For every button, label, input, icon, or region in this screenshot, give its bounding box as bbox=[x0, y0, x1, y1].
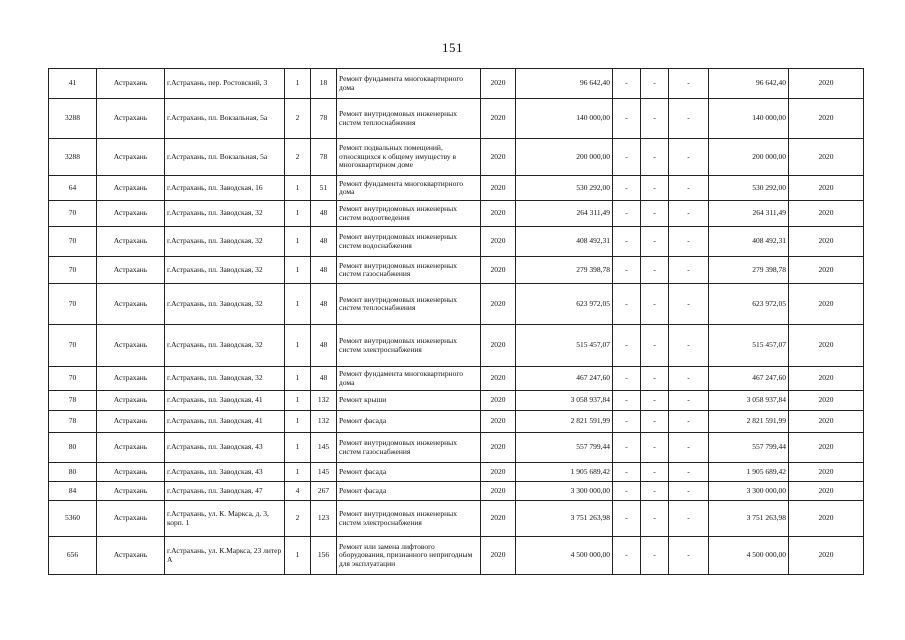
cell-address: г.Астрахань, пл. Заводская, 41 bbox=[165, 411, 285, 433]
cell-number: 80 bbox=[49, 433, 97, 463]
cell-work-type: Ремонт внутридомовых инженерных систем газоснабжения bbox=[337, 433, 481, 463]
page-number: 151 bbox=[442, 40, 463, 55]
cell-number: 70 bbox=[49, 227, 97, 257]
cell-work-type: Ремонт фасада bbox=[337, 411, 481, 433]
table-row bbox=[49, 201, 864, 227]
cell-dash: - bbox=[669, 537, 709, 575]
cell-dash: - bbox=[641, 325, 669, 367]
cell-apartments: 267 bbox=[311, 482, 337, 501]
cell-cost: 2 821 591,99 bbox=[516, 411, 613, 433]
cell-municipality: Астрахань bbox=[97, 99, 165, 139]
cell-dash: - bbox=[641, 433, 669, 463]
cell-work-type: Ремонт или замена лифтового оборудования, признанного непригодным для эксплуатации bbox=[337, 537, 481, 575]
cell-year: 2020 bbox=[481, 139, 516, 176]
cell-completion-year: 2020 bbox=[789, 176, 864, 201]
cell-apartments: 132 bbox=[311, 391, 337, 411]
cell-completion-year: 2020 bbox=[789, 482, 864, 501]
cell-dash: - bbox=[613, 176, 641, 201]
cell-cost: 530 292,00 bbox=[516, 176, 613, 201]
cell-completion-year: 2020 bbox=[789, 227, 864, 257]
cell-floors: 1 bbox=[285, 69, 311, 99]
cell-year: 2020 bbox=[481, 325, 516, 367]
cell-address: г.Астрахань, пл. Заводская, 32 bbox=[165, 325, 285, 367]
cell-total: 1 905 689,42 bbox=[709, 463, 789, 482]
cell-floors: 1 bbox=[285, 537, 311, 575]
cell-municipality: Астрахань bbox=[97, 325, 165, 367]
cell-number: 5360 bbox=[49, 501, 97, 537]
cell-dash: - bbox=[669, 139, 709, 176]
cell-dash: - bbox=[613, 391, 641, 411]
cell-cost: 264 311,49 bbox=[516, 201, 613, 227]
cell-apartments: 145 bbox=[311, 463, 337, 482]
table-body bbox=[49, 69, 864, 575]
cell-floors: 1 bbox=[285, 257, 311, 284]
cell-total: 530 292,00 bbox=[709, 176, 789, 201]
cell-year: 2020 bbox=[481, 284, 516, 325]
cell-dash: - bbox=[641, 284, 669, 325]
cell-number: 70 bbox=[49, 284, 97, 325]
cell-floors: 1 bbox=[285, 176, 311, 201]
cell-address: г.Астрахань, пл. Заводская, 43 bbox=[165, 463, 285, 482]
cell-apartments: 48 bbox=[311, 201, 337, 227]
cell-address: г.Астрахань, ул. К.Маркса, 23 литер А bbox=[165, 537, 285, 575]
table-row bbox=[49, 69, 864, 99]
cell-apartments: 123 bbox=[311, 501, 337, 537]
cell-work-type: Ремонт внутридомовых инженерных систем водоснабжения bbox=[337, 227, 481, 257]
cell-municipality: Астрахань bbox=[97, 367, 165, 391]
cell-dash: - bbox=[613, 139, 641, 176]
cell-dash: - bbox=[669, 433, 709, 463]
table-row bbox=[49, 501, 864, 537]
cell-address: г.Астрахань, пер. Ростовский, 3 bbox=[165, 69, 285, 99]
cell-address: г.Астрахань, пл. Заводская, 41 bbox=[165, 391, 285, 411]
cell-work-type: Ремонт внутридомовых инженерных систем теплоснабжения bbox=[337, 99, 481, 139]
cell-total: 279 398,78 bbox=[709, 257, 789, 284]
cell-cost: 200 000,00 bbox=[516, 139, 613, 176]
table-row bbox=[49, 227, 864, 257]
cell-address: г.Астрахань, пл. Вокзальная, 5а bbox=[165, 139, 285, 176]
cell-dash: - bbox=[613, 463, 641, 482]
cell-apartments: 18 bbox=[311, 69, 337, 99]
cell-address: г.Астрахань, пл. Заводская, 32 bbox=[165, 257, 285, 284]
cell-municipality: Астрахань bbox=[97, 537, 165, 575]
cell-work-type: Ремонт фасада bbox=[337, 463, 481, 482]
cell-cost: 515 457,07 bbox=[516, 325, 613, 367]
table-row bbox=[49, 537, 864, 575]
cell-floors: 2 bbox=[285, 99, 311, 139]
cell-dash: - bbox=[613, 367, 641, 391]
cell-year: 2020 bbox=[481, 257, 516, 284]
cell-dash: - bbox=[613, 411, 641, 433]
cell-completion-year: 2020 bbox=[789, 284, 864, 325]
cell-number: 656 bbox=[49, 537, 97, 575]
cell-number: 70 bbox=[49, 201, 97, 227]
cell-work-type: Ремонт внутридомовых инженерных систем газоснабжения bbox=[337, 257, 481, 284]
cell-number: 41 bbox=[49, 69, 97, 99]
cell-cost: 557 799,44 bbox=[516, 433, 613, 463]
cell-total: 264 311,49 bbox=[709, 201, 789, 227]
cell-total: 3 300 000,00 bbox=[709, 482, 789, 501]
cell-total: 96 642,40 bbox=[709, 69, 789, 99]
table-row bbox=[49, 257, 864, 284]
cell-apartments: 156 bbox=[311, 537, 337, 575]
cell-dash: - bbox=[641, 69, 669, 99]
cell-year: 2020 bbox=[481, 69, 516, 99]
cell-work-type: Ремонт крыши bbox=[337, 391, 481, 411]
cell-cost: 3 751 263,98 bbox=[516, 501, 613, 537]
cell-cost: 623 972,05 bbox=[516, 284, 613, 325]
cell-number: 64 bbox=[49, 176, 97, 201]
cell-completion-year: 2020 bbox=[789, 201, 864, 227]
cell-dash: - bbox=[669, 463, 709, 482]
cell-work-type: Ремонт внутридомовых инженерных систем теплоснабжения bbox=[337, 284, 481, 325]
cell-dash: - bbox=[641, 99, 669, 139]
cell-work-type: Ремонт фасада bbox=[337, 482, 481, 501]
cell-address: г.Астрахань, пл. Заводская, 43 bbox=[165, 433, 285, 463]
cell-work-type: Ремонт подвальных помещений, относящихся к общему имуществу в многоквартирном доме bbox=[337, 139, 481, 176]
cell-total: 3 058 937,84 bbox=[709, 391, 789, 411]
cell-municipality: Астрахань bbox=[97, 391, 165, 411]
cell-floors: 2 bbox=[285, 139, 311, 176]
cell-cost: 408 492,31 bbox=[516, 227, 613, 257]
cell-dash: - bbox=[669, 367, 709, 391]
cell-total: 2 821 591,99 bbox=[709, 411, 789, 433]
cell-municipality: Астрахань bbox=[97, 284, 165, 325]
cell-year: 2020 bbox=[481, 411, 516, 433]
cell-dash: - bbox=[641, 482, 669, 501]
cell-number: 84 bbox=[49, 482, 97, 501]
cell-dash: - bbox=[669, 325, 709, 367]
cell-completion-year: 2020 bbox=[789, 69, 864, 99]
cell-work-type: Ремонт фундамента многоквартирного дома bbox=[337, 69, 481, 99]
cell-dash: - bbox=[613, 284, 641, 325]
cell-total: 3 751 263,98 bbox=[709, 501, 789, 537]
cell-dash: - bbox=[641, 391, 669, 411]
cell-number: 80 bbox=[49, 463, 97, 482]
cell-number: 3288 bbox=[49, 139, 97, 176]
cell-dash: - bbox=[641, 537, 669, 575]
cell-floors: 1 bbox=[285, 411, 311, 433]
cell-total: 467 247,60 bbox=[709, 367, 789, 391]
cell-apartments: 48 bbox=[311, 257, 337, 284]
table-row bbox=[49, 433, 864, 463]
cell-floors: 1 bbox=[285, 227, 311, 257]
table-row bbox=[49, 391, 864, 411]
cell-dash: - bbox=[613, 433, 641, 463]
cell-dash: - bbox=[641, 367, 669, 391]
cell-dash: - bbox=[613, 482, 641, 501]
cell-completion-year: 2020 bbox=[789, 433, 864, 463]
cell-municipality: Астрахань bbox=[97, 501, 165, 537]
cell-municipality: Астрахань bbox=[97, 227, 165, 257]
cell-cost: 1 905 689,42 bbox=[516, 463, 613, 482]
cell-cost: 279 398,78 bbox=[516, 257, 613, 284]
cell-completion-year: 2020 bbox=[789, 325, 864, 367]
cell-floors: 1 bbox=[285, 463, 311, 482]
cell-dash: - bbox=[641, 501, 669, 537]
cell-dash: - bbox=[669, 227, 709, 257]
table-row bbox=[49, 325, 864, 367]
cell-apartments: 48 bbox=[311, 325, 337, 367]
cell-year: 2020 bbox=[481, 391, 516, 411]
repair-register-table bbox=[48, 68, 864, 575]
cell-completion-year: 2020 bbox=[789, 411, 864, 433]
cell-apartments: 78 bbox=[311, 139, 337, 176]
cell-completion-year: 2020 bbox=[789, 391, 864, 411]
cell-municipality: Астрахань bbox=[97, 139, 165, 176]
cell-dash: - bbox=[641, 176, 669, 201]
cell-dash: - bbox=[669, 391, 709, 411]
cell-total: 408 492,31 bbox=[709, 227, 789, 257]
cell-dash: - bbox=[641, 139, 669, 176]
table-row bbox=[49, 411, 864, 433]
cell-year: 2020 bbox=[481, 482, 516, 501]
cell-dash: - bbox=[641, 463, 669, 482]
cell-apartments: 48 bbox=[311, 227, 337, 257]
cell-number: 78 bbox=[49, 411, 97, 433]
cell-completion-year: 2020 bbox=[789, 139, 864, 176]
cell-cost: 3 300 000,00 bbox=[516, 482, 613, 501]
cell-dash: - bbox=[613, 69, 641, 99]
cell-municipality: Астрахань bbox=[97, 257, 165, 284]
cell-dash: - bbox=[613, 227, 641, 257]
cell-dash: - bbox=[613, 99, 641, 139]
table-row bbox=[49, 367, 864, 391]
cell-floors: 4 bbox=[285, 482, 311, 501]
cell-address: г.Астрахань, пл. Заводская, 32 bbox=[165, 367, 285, 391]
cell-floors: 2 bbox=[285, 501, 311, 537]
cell-number: 70 bbox=[49, 367, 97, 391]
cell-cost: 467 247,60 bbox=[516, 367, 613, 391]
cell-year: 2020 bbox=[481, 201, 516, 227]
cell-total: 623 972,05 bbox=[709, 284, 789, 325]
cell-dash: - bbox=[669, 257, 709, 284]
cell-address: г.Астрахань, пл. Заводская, 32 bbox=[165, 201, 285, 227]
cell-apartments: 48 bbox=[311, 367, 337, 391]
cell-apartments: 48 bbox=[311, 284, 337, 325]
cell-work-type: Ремонт внутридомовых инженерных систем водоотведения bbox=[337, 201, 481, 227]
cell-year: 2020 bbox=[481, 501, 516, 537]
cell-apartments: 145 bbox=[311, 433, 337, 463]
table-row bbox=[49, 99, 864, 139]
cell-work-type: Ремонт фундамента многоквартирного дома bbox=[337, 367, 481, 391]
cell-floors: 1 bbox=[285, 367, 311, 391]
cell-address: г.Астрахань, пл. Заводская, 47 bbox=[165, 482, 285, 501]
cell-completion-year: 2020 bbox=[789, 99, 864, 139]
cell-dash: - bbox=[641, 257, 669, 284]
cell-dash: - bbox=[669, 411, 709, 433]
cell-apartments: 51 bbox=[311, 176, 337, 201]
cell-dash: - bbox=[613, 257, 641, 284]
cell-work-type: Ремонт внутридомовых инженерных систем электроснабжения bbox=[337, 501, 481, 537]
cell-address: г.Астрахань, пл. Заводская, 32 bbox=[165, 227, 285, 257]
cell-apartments: 78 bbox=[311, 99, 337, 139]
cell-dash: - bbox=[613, 537, 641, 575]
cell-total: 140 000,00 bbox=[709, 99, 789, 139]
cell-dash: - bbox=[669, 201, 709, 227]
cell-cost: 96 642,40 bbox=[516, 69, 613, 99]
cell-cost: 3 058 937,84 bbox=[516, 391, 613, 411]
cell-dash: - bbox=[613, 325, 641, 367]
cell-number: 3288 bbox=[49, 99, 97, 139]
table-row bbox=[49, 176, 864, 201]
cell-year: 2020 bbox=[481, 176, 516, 201]
cell-municipality: Астрахань bbox=[97, 201, 165, 227]
cell-floors: 1 bbox=[285, 433, 311, 463]
cell-total: 515 457,07 bbox=[709, 325, 789, 367]
cell-year: 2020 bbox=[481, 537, 516, 575]
cell-address: г.Астрахань, пл. Вокзальная, 5а bbox=[165, 99, 285, 139]
cell-completion-year: 2020 bbox=[789, 257, 864, 284]
cell-dash: - bbox=[641, 227, 669, 257]
cell-floors: 1 bbox=[285, 391, 311, 411]
cell-completion-year: 2020 bbox=[789, 501, 864, 537]
cell-cost: 140 000,00 bbox=[516, 99, 613, 139]
cell-number: 78 bbox=[49, 391, 97, 411]
cell-municipality: Астрахань bbox=[97, 69, 165, 99]
cell-year: 2020 bbox=[481, 99, 516, 139]
cell-municipality: Астрахань bbox=[97, 433, 165, 463]
cell-work-type: Ремонт фундамента многоквартирного дома bbox=[337, 176, 481, 201]
cell-address: г.Астрахань, пл. Заводская, 32 bbox=[165, 284, 285, 325]
cell-address: г.Астрахань, пл. Заводская, 16 bbox=[165, 176, 285, 201]
cell-number: 70 bbox=[49, 257, 97, 284]
cell-work-type: Ремонт внутридомовых инженерных систем электроснабжения bbox=[337, 325, 481, 367]
cell-municipality: Астрахань bbox=[97, 463, 165, 482]
cell-dash: - bbox=[613, 501, 641, 537]
cell-total: 4 500 000,00 bbox=[709, 537, 789, 575]
cell-completion-year: 2020 bbox=[789, 463, 864, 482]
table-row bbox=[49, 482, 864, 501]
cell-year: 2020 bbox=[481, 433, 516, 463]
cell-dash: - bbox=[669, 501, 709, 537]
cell-address: г.Астрахань, ул. К. Маркса, д. 3, корп. 1 bbox=[165, 501, 285, 537]
cell-year: 2020 bbox=[481, 227, 516, 257]
cell-year: 2020 bbox=[481, 367, 516, 391]
cell-dash: - bbox=[613, 201, 641, 227]
cell-dash: - bbox=[641, 201, 669, 227]
cell-cost: 4 500 000,00 bbox=[516, 537, 613, 575]
cell-dash: - bbox=[669, 482, 709, 501]
cell-dash: - bbox=[669, 69, 709, 99]
table-row bbox=[49, 139, 864, 176]
cell-apartments: 132 bbox=[311, 411, 337, 433]
cell-floors: 1 bbox=[285, 325, 311, 367]
cell-dash: - bbox=[669, 284, 709, 325]
cell-number: 70 bbox=[49, 325, 97, 367]
table-row bbox=[49, 284, 864, 325]
cell-dash: - bbox=[669, 176, 709, 201]
cell-dash: - bbox=[669, 99, 709, 139]
cell-total: 557 799,44 bbox=[709, 433, 789, 463]
cell-dash: - bbox=[641, 411, 669, 433]
cell-completion-year: 2020 bbox=[789, 537, 864, 575]
cell-total: 200 000,00 bbox=[709, 139, 789, 176]
cell-municipality: Астрахань bbox=[97, 482, 165, 501]
cell-municipality: Астрахань bbox=[97, 176, 165, 201]
cell-municipality: Астрахань bbox=[97, 411, 165, 433]
cell-floors: 1 bbox=[285, 201, 311, 227]
table-row bbox=[49, 463, 864, 482]
cell-floors: 1 bbox=[285, 284, 311, 325]
cell-year: 2020 bbox=[481, 463, 516, 482]
cell-completion-year: 2020 bbox=[789, 367, 864, 391]
